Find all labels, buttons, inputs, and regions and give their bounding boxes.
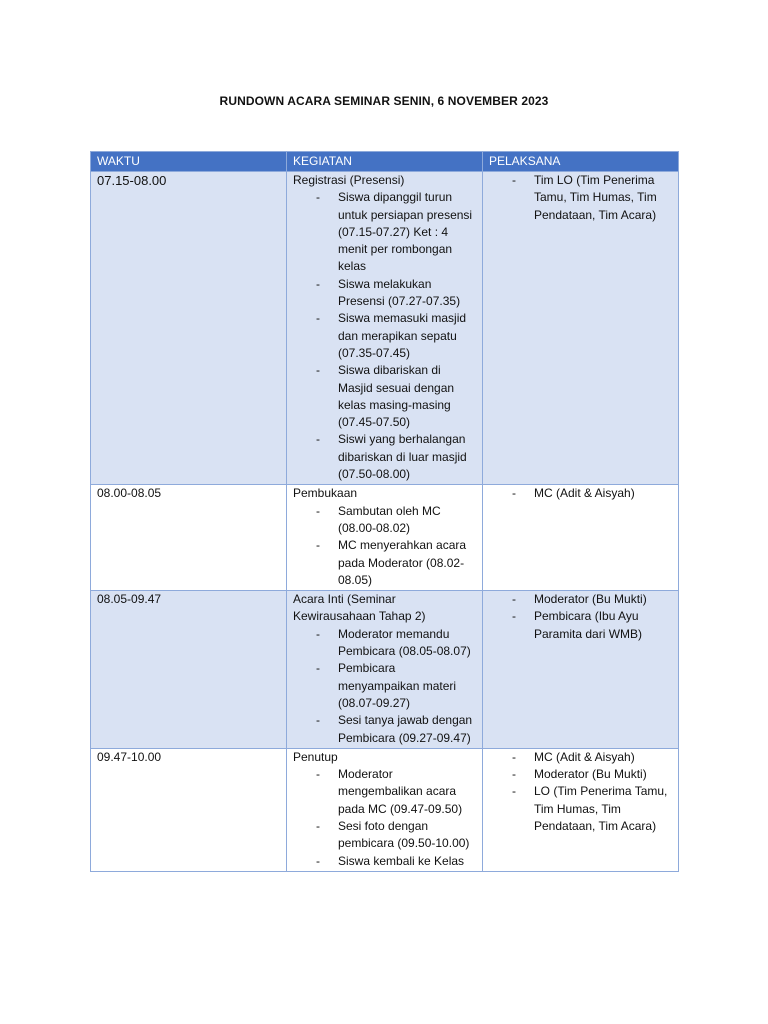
list-item: - Siswa kembali ke Kelas: [338, 853, 476, 870]
kegiatan-list: [293, 503, 476, 589]
pelaksana-cell: [483, 485, 679, 591]
header-kegiatan: KEGIATAN: [287, 152, 483, 172]
table-row: [91, 485, 679, 591]
list-item: - MC menyerahkan acara pada Moderator (08.02-08.05): [338, 537, 476, 589]
list-item: - Pembicara menyampaikan materi (08.07-09.27): [338, 660, 476, 712]
kegiatan-list: [293, 189, 476, 483]
kegiatan-cell: [287, 485, 483, 591]
list-item: - Moderator mengembalikan acara pada MC (09.47-09.50): [338, 766, 476, 818]
pelaksana-cell: [483, 748, 679, 871]
pelaksana-cell: [483, 172, 679, 485]
list-item: - Moderator (Bu Mukti): [534, 766, 672, 783]
kegiatan-cell: [287, 591, 483, 749]
pelaksana-list: [489, 485, 672, 502]
list-item: - Tim LO (Tim Penerima Tamu, Tim Humas, Tim Pendataan, Tim Acara): [534, 172, 672, 224]
kegiatan-title: Penutup: [293, 749, 338, 764]
kegiatan-cell: [287, 748, 483, 871]
table-row: [91, 748, 679, 871]
kegiatan-title: Pembukaan: [293, 486, 358, 501]
table-row: [91, 172, 679, 485]
pelaksana-list: [489, 749, 672, 835]
waktu-cell: 08.05-09.47: [91, 591, 287, 749]
list-item: - Siswi yang berhalangan dibariskan di luar masjid (07.50-08.00): [338, 431, 476, 483]
rundown-table: [90, 151, 679, 872]
list-item: - Sambutan oleh MC (08.00-08.02): [338, 503, 476, 538]
list-item: - Sesi tanya jawab dengan Pembicara (09.27-09.47): [338, 712, 476, 747]
pelaksana-cell: [483, 591, 679, 749]
header-waktu: WAKTU: [91, 152, 287, 172]
list-item: - MC (Adit & Aisyah): [534, 749, 672, 766]
waktu-cell: 09.47-10.00: [91, 748, 287, 871]
list-item: - Sesi foto dengan pembicara (09.50-10.00): [338, 818, 476, 853]
pelaksana-list: [489, 172, 672, 224]
kegiatan-cell: [287, 172, 483, 485]
list-item: - MC (Adit & Aisyah): [534, 485, 672, 502]
kegiatan-list: [293, 766, 476, 870]
table-header-row: [91, 152, 679, 172]
document-title: RUNDOWN ACARA SEMINAR SENIN, 6 NOVEMBER 2023: [219, 94, 549, 108]
pelaksana-list: [489, 591, 672, 643]
kegiatan-list: [293, 626, 476, 747]
list-item: - Siswa dipanggil turun untuk persiapan presensi (07.15-07.27) Ket : 4 menit per rombongan kelas: [338, 189, 476, 275]
list-item: - Moderator (Bu Mukti): [534, 591, 672, 608]
waktu-cell: 08.00-08.05: [91, 485, 287, 591]
table-row: [91, 591, 679, 749]
waktu-cell: 07.15-08.00: [91, 172, 287, 485]
kegiatan-title: Acara Inti (Seminar Kewirausahaan Tahap 2): [293, 592, 426, 624]
header-pelaksana: PELAKSANA: [483, 152, 679, 172]
list-item: - Moderator memandu Pembicara (08.05-08.07): [338, 626, 476, 661]
list-item: - Siswa dibariskan di Masjid sesuai dengan kelas masing-masing (07.45-07.50): [338, 362, 476, 431]
list-item: - Pembicara (Ibu Ayu Paramita dari WMB): [534, 608, 672, 643]
list-item: - Siswa melakukan Presensi (07.27-07.35): [338, 276, 476, 311]
list-item: - LO (Tim Penerima Tamu, Tim Humas, Tim Pendataan, Tim Acara): [534, 783, 672, 835]
kegiatan-title: Registrasi (Presensi): [293, 173, 405, 187]
list-item: - Siswa memasuki masjid dan merapikan sepatu (07.35-07.45): [338, 310, 476, 362]
